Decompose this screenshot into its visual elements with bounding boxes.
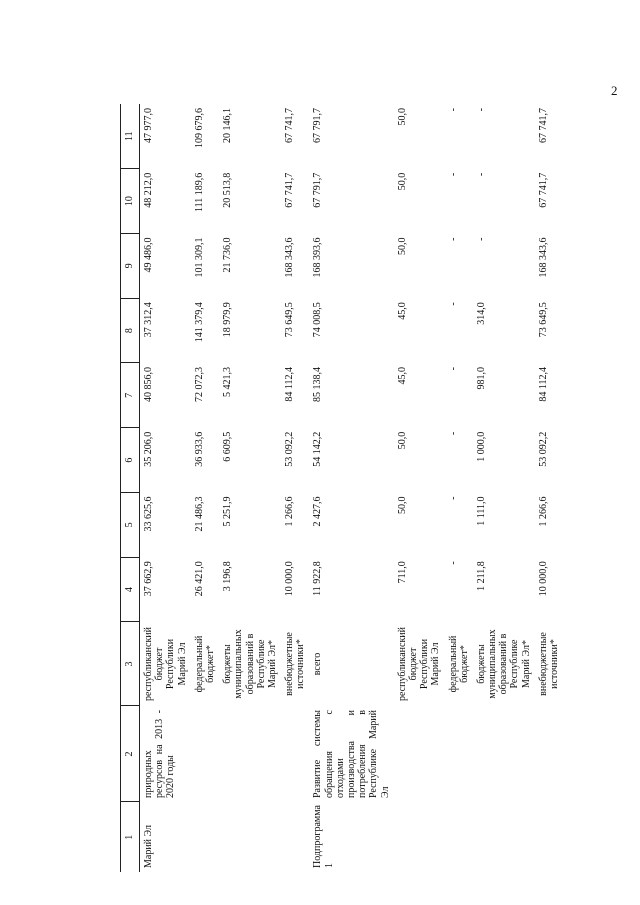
program-description-cell: [219, 706, 281, 802]
table-row: [281, 104, 309, 872]
value-cell: 711,0: [396, 561, 408, 584]
page-number: 2: [611, 83, 618, 98]
column-header: 6: [121, 428, 140, 493]
program-description-cell: [191, 706, 219, 802]
value-cell: 50,0: [396, 172, 408, 191]
value-cell: 50,0: [396, 108, 408, 126]
funding-source-cell: внебюджетные источники*: [284, 632, 307, 696]
value-cell: 50,0: [396, 237, 408, 255]
value-cell: 36 933,6: [193, 431, 205, 467]
value-cell: 20 146,1: [222, 108, 234, 143]
value-cell: 84 112,4: [284, 367, 296, 402]
value-cell: 20 513,8: [222, 172, 234, 208]
value-cell: -: [475, 237, 487, 241]
column-header: 8: [121, 298, 140, 363]
table-row: [535, 104, 563, 872]
funding-source-cell: всего: [312, 652, 324, 676]
value-cell: 1 111,0: [475, 496, 487, 526]
value-cell: 109 679,6: [193, 108, 205, 148]
value-cell: 45,0: [396, 302, 408, 320]
value-cell: 1 211,8: [475, 561, 487, 591]
value-cell: -: [447, 431, 459, 436]
value-cell: 37 662,9: [143, 561, 154, 597]
program-name-cell: Подпрограмма 1: [312, 805, 335, 868]
program-description-cell: Развитие системы обращения с отходами производства и потребления в Республике Марий Эл: [312, 710, 391, 798]
table-row: [191, 104, 219, 872]
value-cell: 67 741,7: [284, 172, 296, 208]
value-cell: -: [447, 561, 459, 565]
funding-source-cell: федеральный бюджет*: [447, 635, 470, 693]
value-cell: 85 138,4: [312, 367, 324, 402]
value-cell: 84 112,4: [537, 367, 549, 402]
value-cell: 72 072,3: [193, 367, 205, 402]
value-cell: 6 609,5: [222, 431, 234, 462]
value-cell: 1 266,6: [537, 496, 549, 527]
value-cell: 48 212,0: [143, 172, 154, 208]
program-name-cell: [394, 802, 445, 872]
column-header: 9: [121, 234, 140, 299]
funding-source-cell: республиканский бюджет Республики Марий Эл: [396, 626, 442, 702]
program-name-cell: Марий Эл: [143, 825, 154, 868]
value-cell: 168 343,6: [537, 237, 549, 278]
value-cell: 40 856,0: [143, 367, 154, 402]
value-cell: 67 741,7: [284, 108, 296, 143]
value-cell: 21 486,3: [193, 496, 205, 532]
program-name-cell: [535, 802, 563, 872]
value-cell: 10 000,0: [537, 561, 549, 597]
value-cell: -: [447, 496, 459, 500]
value-cell: 45,0: [396, 367, 408, 385]
value-cell: 47 977,0: [143, 108, 154, 143]
table-row: [309, 104, 393, 872]
value-cell: 67 791,7: [312, 108, 324, 143]
value-cell: 67 791,7: [312, 172, 324, 208]
funding-source-cell: федеральный бюджет*: [193, 635, 216, 693]
value-cell: 73 649,5: [284, 302, 296, 338]
table-row: [473, 104, 535, 872]
value-cell: 67 741,7: [537, 172, 549, 208]
table-row: [394, 104, 445, 872]
value-cell: 5 251,9: [222, 496, 234, 527]
value-cell: 1 000,0: [475, 431, 487, 462]
value-cell: 111 189,6: [193, 172, 205, 213]
value-cell: -: [475, 108, 487, 112]
value-cell: 50,0: [396, 431, 408, 450]
column-header: 7: [121, 363, 140, 428]
program-description-cell: [281, 706, 309, 802]
column-header: 10: [121, 169, 140, 234]
value-cell: 168 393,6: [312, 237, 324, 278]
budget-table: [120, 104, 563, 872]
table-row: [445, 104, 473, 872]
value-cell: 2 427,6: [312, 496, 324, 527]
program-description-cell: [535, 706, 563, 802]
value-cell: -: [447, 367, 459, 371]
value-cell: 74 008,5: [312, 302, 324, 338]
value-cell: 53 092,2: [284, 431, 296, 467]
program-description-cell: [473, 706, 535, 802]
column-header: 1: [121, 802, 140, 872]
rotated-table-container: [120, 104, 620, 872]
value-cell: -: [447, 302, 459, 306]
funding-source-cell: бюджеты муниципальных образований в Республике Марий Эл*: [475, 629, 532, 699]
value-cell: 67 741,7: [537, 108, 549, 143]
funding-source-cell: республиканский бюджет Республики Марий Эл: [143, 626, 188, 702]
program-description-cell: природных ресурсов на 2013 - 2020 годы: [143, 710, 177, 798]
table-row: [140, 104, 191, 872]
table-row: [219, 104, 281, 872]
column-header: 2: [121, 706, 140, 802]
value-cell: 10 000,0: [284, 561, 296, 597]
value-cell: 33 625,6: [143, 496, 154, 532]
value-cell: 73 649,5: [537, 302, 549, 338]
column-header: 3: [121, 622, 140, 706]
program-description-cell: [445, 706, 473, 802]
value-cell: 101 309,1: [193, 237, 205, 278]
value-cell: 168 343,6: [284, 237, 296, 278]
program-name-cell: [445, 802, 473, 872]
value-cell: -: [447, 172, 459, 177]
value-cell: 3 196,8: [222, 561, 234, 592]
value-cell: 50,0: [396, 496, 408, 514]
value-cell: 141 379,4: [193, 302, 205, 343]
value-cell: 11 922,8: [312, 561, 324, 596]
program-name-cell: [191, 802, 219, 872]
value-cell: 981,0: [475, 367, 487, 390]
funding-source-cell: внебюджетные источники*: [537, 632, 560, 696]
header-row: [121, 104, 140, 872]
value-cell: -: [447, 237, 459, 241]
program-name-cell: [219, 802, 281, 872]
funding-source-cell: бюджеты муниципальных образований в Республике Марий Эл*: [222, 629, 278, 699]
value-cell: 18 979,9: [222, 302, 234, 338]
value-cell: 53 092,2: [537, 431, 549, 467]
value-cell: 5 421,3: [222, 367, 234, 397]
value-cell: 35 206,0: [143, 431, 154, 467]
column-header: 5: [121, 493, 140, 558]
program-name-cell: [473, 802, 535, 872]
table-body: [140, 104, 564, 872]
value-cell: -: [447, 108, 459, 112]
value-cell: 21 736,0: [222, 237, 234, 273]
value-cell: 54 142,2: [312, 431, 324, 467]
program-description-cell: [394, 706, 445, 802]
value-cell: 26 421,0: [193, 561, 205, 597]
value-cell: -: [475, 172, 487, 177]
column-header: 11: [121, 104, 140, 169]
value-cell: 37 312,4: [143, 302, 154, 338]
program-name-cell: [281, 802, 309, 872]
value-cell: 49 486,0: [143, 237, 154, 273]
value-cell: 314,0: [475, 302, 487, 325]
value-cell: 1 266,6: [284, 496, 296, 527]
column-header: 4: [121, 557, 140, 622]
